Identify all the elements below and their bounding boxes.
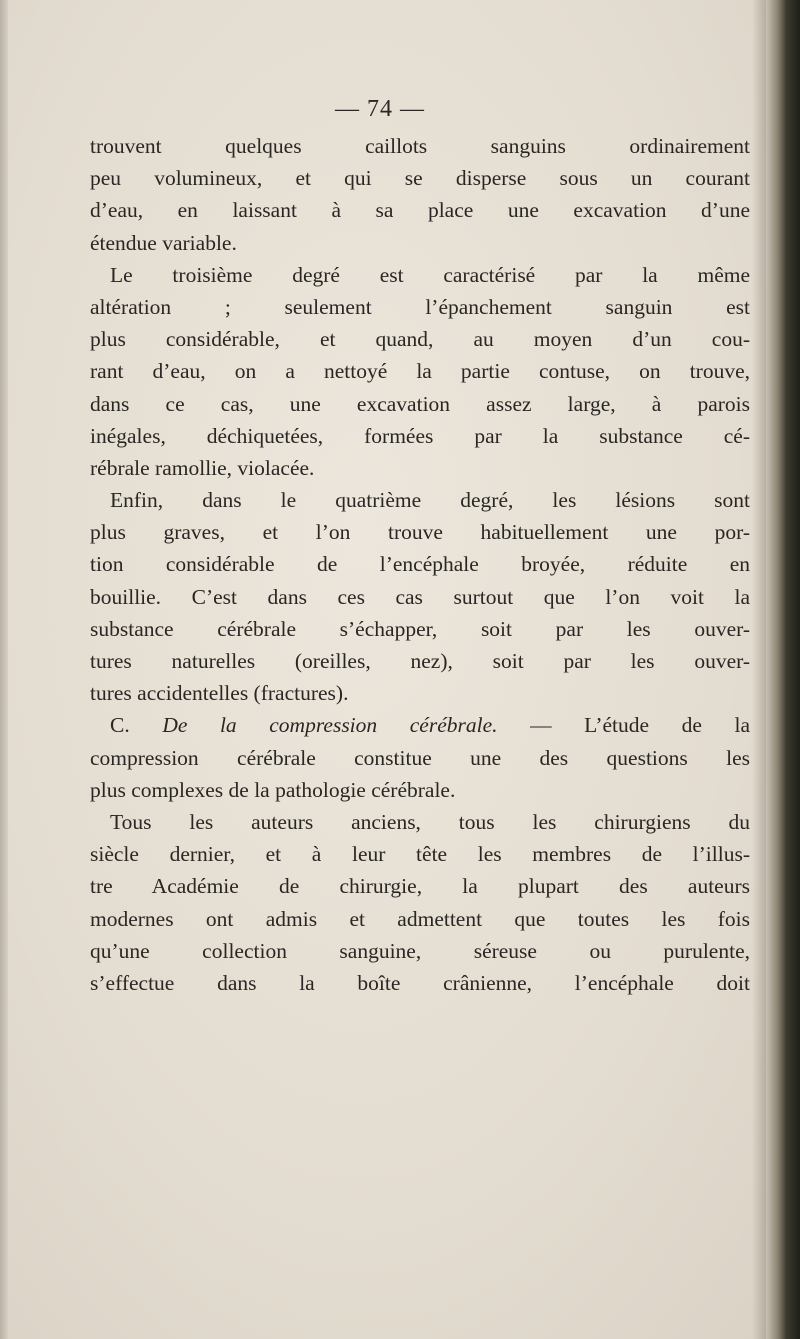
text-line: Tous les auteurs anciens, tous les chirurgiens du — [110, 809, 750, 834]
text-line: Enfin, dans le quatrième degré, les lésions sont — [110, 488, 750, 513]
text-line: inégales, déchiquetées, formées par la substance cé- — [90, 423, 750, 448]
text-line: tures naturelles (oreilles, nez), soit par les ouver- — [90, 649, 750, 673]
body-text — [90, 130, 750, 999]
text-line: altération ; seulement l’épanchement sanguin est — [90, 294, 750, 319]
section-title: De la compression cérébrale. — [162, 713, 498, 738]
section-heading-line — [90, 709, 750, 741]
text-line: tre Académie de chirurgie, la plupart des auteurs — [90, 874, 750, 899]
text-line: modernes ont admis et admettent que toutes les fois — [90, 906, 750, 931]
paragraph — [90, 709, 750, 806]
text-line: Le troisième degré est caractérisé par la même — [110, 262, 750, 287]
book-binding — [766, 0, 800, 1339]
text-line: peu volumineux, et qui se disperse sous un courant — [90, 166, 750, 191]
text-line: rébrale ramollie, violacée. — [90, 455, 315, 480]
page-number: — 74 — — [335, 96, 425, 122]
section-heading-continuation: — L’étude de la — [497, 713, 751, 738]
paragraph — [90, 259, 750, 484]
section-letter: C. — [110, 713, 163, 738]
page-left-edge — [0, 0, 8, 1339]
text-line: rant d’eau, on a nettoyé la partie contuse, on trouve, — [90, 359, 750, 384]
paragraph — [90, 130, 750, 259]
text-line: s’effectue dans la boîte crânienne, l’encéphale doit — [90, 970, 750, 995]
text-line: plus graves, et l’on trouve habituellement une por- — [90, 520, 750, 545]
text-line: d’eau, en laissant à sa place une excavation d’une — [90, 198, 750, 223]
text-line: substance cérébrale s’échapper, soit par les ouver- — [90, 616, 750, 641]
text-line: tion considérable de l’encéphale broyée, réduite en — [90, 552, 750, 577]
text-line: trouvent quelques caillots sanguins ordinairement — [90, 134, 750, 158]
text-line: plus considérable, et quand, au moyen d’un cou- — [90, 327, 750, 352]
text-line: compression cérébrale constitue une des questions les — [90, 745, 750, 770]
text-line: qu’une collection sanguine, séreuse ou purulente, — [90, 938, 750, 963]
paragraph — [90, 806, 750, 999]
text-line: étendue variable. — [90, 230, 237, 255]
text-line: plus complexes de la pathologie cérébrale. — [90, 777, 456, 802]
text-line: tures accidentelles (fractures). — [90, 681, 349, 706]
text-line: siècle dernier, et à leur tête les membres de l’illus- — [90, 842, 750, 867]
text-line: dans ce cas, une excavation assez large, à parois — [90, 391, 750, 416]
text-line: bouillie. C’est dans ces cas surtout que l’on voit la — [90, 584, 750, 609]
page-curl-shadow — [752, 0, 766, 1339]
paragraph — [90, 484, 750, 709]
